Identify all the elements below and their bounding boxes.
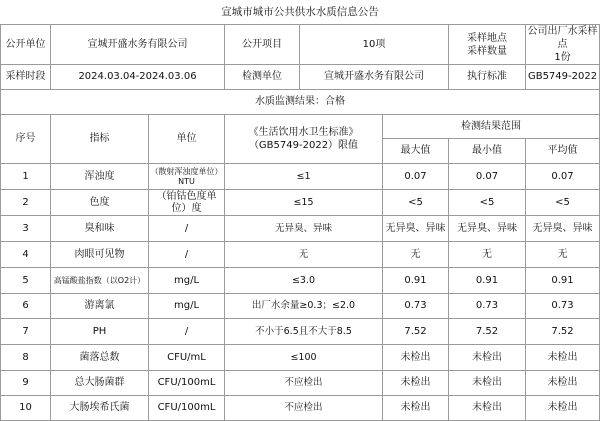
- row-min: 无: [449, 242, 526, 268]
- row-min: 无异臭、异味: [449, 216, 526, 242]
- lab-value: 宣城开盛水务有限公司: [300, 65, 449, 90]
- row-no: 2: [1, 190, 51, 216]
- item-value: 10项: [300, 25, 449, 65]
- row-indicator: 浑浊度: [51, 164, 149, 190]
- row-unit: （铂钴色度单位）度: [149, 190, 225, 216]
- row-limit: 无: [225, 242, 383, 268]
- row-indicator: 肉眼可见物: [51, 242, 149, 268]
- table-row: [1, 345, 600, 371]
- site-label-line-1: 采样地点: [467, 32, 508, 44]
- row-unit: mg/L: [149, 268, 225, 294]
- header-max: 最大值: [383, 139, 449, 164]
- lab-label: 检测单位: [225, 65, 300, 90]
- row-avg: 0.91: [526, 268, 600, 294]
- item-label: 公开项目: [225, 25, 300, 65]
- row-min: 0.07: [449, 164, 526, 190]
- row-max: 未检出: [383, 396, 449, 421]
- row-limit: ≤100: [225, 345, 383, 371]
- result-line: 水质监测结果：合格: [1, 90, 600, 115]
- row-indicator: PH: [51, 319, 149, 345]
- row-limit: 不小于6.5且不大于8.5: [225, 319, 383, 345]
- row-unit: CFU/100mL: [149, 371, 225, 396]
- header-limit-line-1: 《生活饮用水卫生标准》: [248, 127, 359, 138]
- row-no: 8: [1, 345, 51, 371]
- table-row: [1, 242, 600, 268]
- row-limit: 出厂水余量≥0.3；≤2.0: [225, 294, 383, 319]
- row-no: 3: [1, 216, 51, 242]
- table-row: [1, 268, 600, 294]
- row-avg: 0.07: [526, 164, 600, 190]
- header-unit: 单位: [149, 115, 225, 164]
- header-limit: [225, 115, 383, 164]
- unit-value: 宣城开盛水务有限公司: [51, 25, 225, 65]
- header-min: 最小值: [449, 139, 526, 164]
- period-value: 2024.03.04-2024.03.06: [51, 65, 225, 90]
- site-value: [526, 25, 600, 65]
- row-unit: /: [149, 216, 225, 242]
- row-no: 10: [1, 396, 51, 421]
- row-no: 9: [1, 371, 51, 396]
- row-indicator: 总大肠菌群: [51, 371, 149, 396]
- row-max: 0.73: [383, 294, 449, 319]
- row-avg: 7.52: [526, 319, 600, 345]
- row-limit: ≤1: [225, 164, 383, 190]
- row-no: 6: [1, 294, 51, 319]
- row-limit: ≤3.0: [225, 268, 383, 294]
- site-label: [449, 25, 526, 65]
- page-title: 宣城市城市公共供水水质信息公告: [221, 6, 379, 18]
- row-avg: 未检出: [526, 345, 600, 371]
- header-indicator: 指标: [51, 115, 149, 164]
- row-avg: 未检出: [526, 371, 600, 396]
- table-row: [1, 396, 600, 421]
- row-avg: 无: [526, 242, 600, 268]
- header-row-1: [1, 115, 600, 139]
- row-unit: CFU/mL: [149, 345, 225, 371]
- row-no: 7: [1, 319, 51, 345]
- row-indicator: 大肠埃希氏菌: [51, 396, 149, 421]
- row-limit: 无异臭、异味: [225, 216, 383, 242]
- info-row-1: [1, 25, 600, 65]
- table-row: [1, 371, 600, 396]
- row-avg: <5: [526, 190, 600, 216]
- row-min: 未检出: [449, 371, 526, 396]
- row-min: 0.73: [449, 294, 526, 319]
- row-indicator: 色度: [51, 190, 149, 216]
- table-row: [1, 319, 600, 345]
- row-indicator: 高锰酸盐指数（以O2计）: [51, 268, 149, 294]
- table-row: [1, 190, 600, 216]
- row-min: 未检出: [449, 396, 526, 421]
- notice-table: [0, 24, 600, 421]
- info-row-2: [1, 65, 600, 90]
- standard-label: 执行标准: [449, 65, 526, 90]
- row-indicator: 游离氯: [51, 294, 149, 319]
- period-label: 采样时段: [1, 65, 51, 90]
- row-min: 未检出: [449, 345, 526, 371]
- row-limit: 不应检出: [225, 396, 383, 421]
- row-avg: 无异臭、异味: [526, 216, 600, 242]
- row-no: 5: [1, 268, 51, 294]
- row-avg: 0.73: [526, 294, 600, 319]
- row-max: 无异臭、异味: [383, 216, 449, 242]
- row-max: 7.52: [383, 319, 449, 345]
- row-max: <5: [383, 190, 449, 216]
- row-unit: /: [149, 319, 225, 345]
- row-max: 无: [383, 242, 449, 268]
- row-min: <5: [449, 190, 526, 216]
- table-row: [1, 294, 600, 319]
- row-min: 0.91: [449, 268, 526, 294]
- unit-label: 公开单位: [1, 25, 51, 65]
- data-rows: [1, 164, 600, 421]
- table-row: [1, 164, 600, 190]
- header-no: 序号: [1, 115, 51, 164]
- result-row: [1, 90, 600, 115]
- table-row: [1, 216, 600, 242]
- site-value-line-1: 公司出厂水采样点: [527, 26, 598, 50]
- standard-value: GB5749-2022: [526, 65, 600, 90]
- row-limit: 不应检出: [225, 371, 383, 396]
- row-avg: 未检出: [526, 396, 600, 421]
- site-value-line-2: 1份: [554, 52, 571, 63]
- row-limit: ≤15: [225, 190, 383, 216]
- row-max: 0.91: [383, 268, 449, 294]
- header-avg: 平均值: [526, 139, 600, 164]
- site-label-line-2: 采样数量: [467, 45, 508, 57]
- row-max: 未检出: [383, 371, 449, 396]
- header-limit-line-2: （GB5749-2022）限值: [248, 140, 359, 151]
- row-no: 4: [1, 242, 51, 268]
- row-unit: /: [149, 242, 225, 268]
- header-range: 检测结果范围: [383, 115, 600, 139]
- row-unit: CFU/100mL: [149, 396, 225, 421]
- row-no: 1: [1, 164, 51, 190]
- row-min: 7.52: [449, 319, 526, 345]
- row-indicator: 臭和味: [51, 216, 149, 242]
- row-max: 0.07: [383, 164, 449, 190]
- row-indicator: 菌落总数: [51, 345, 149, 371]
- row-unit: mg/L: [149, 294, 225, 319]
- row-max: 未检出: [383, 345, 449, 371]
- row-unit: （散射浑浊度单位）NTU: [149, 164, 225, 190]
